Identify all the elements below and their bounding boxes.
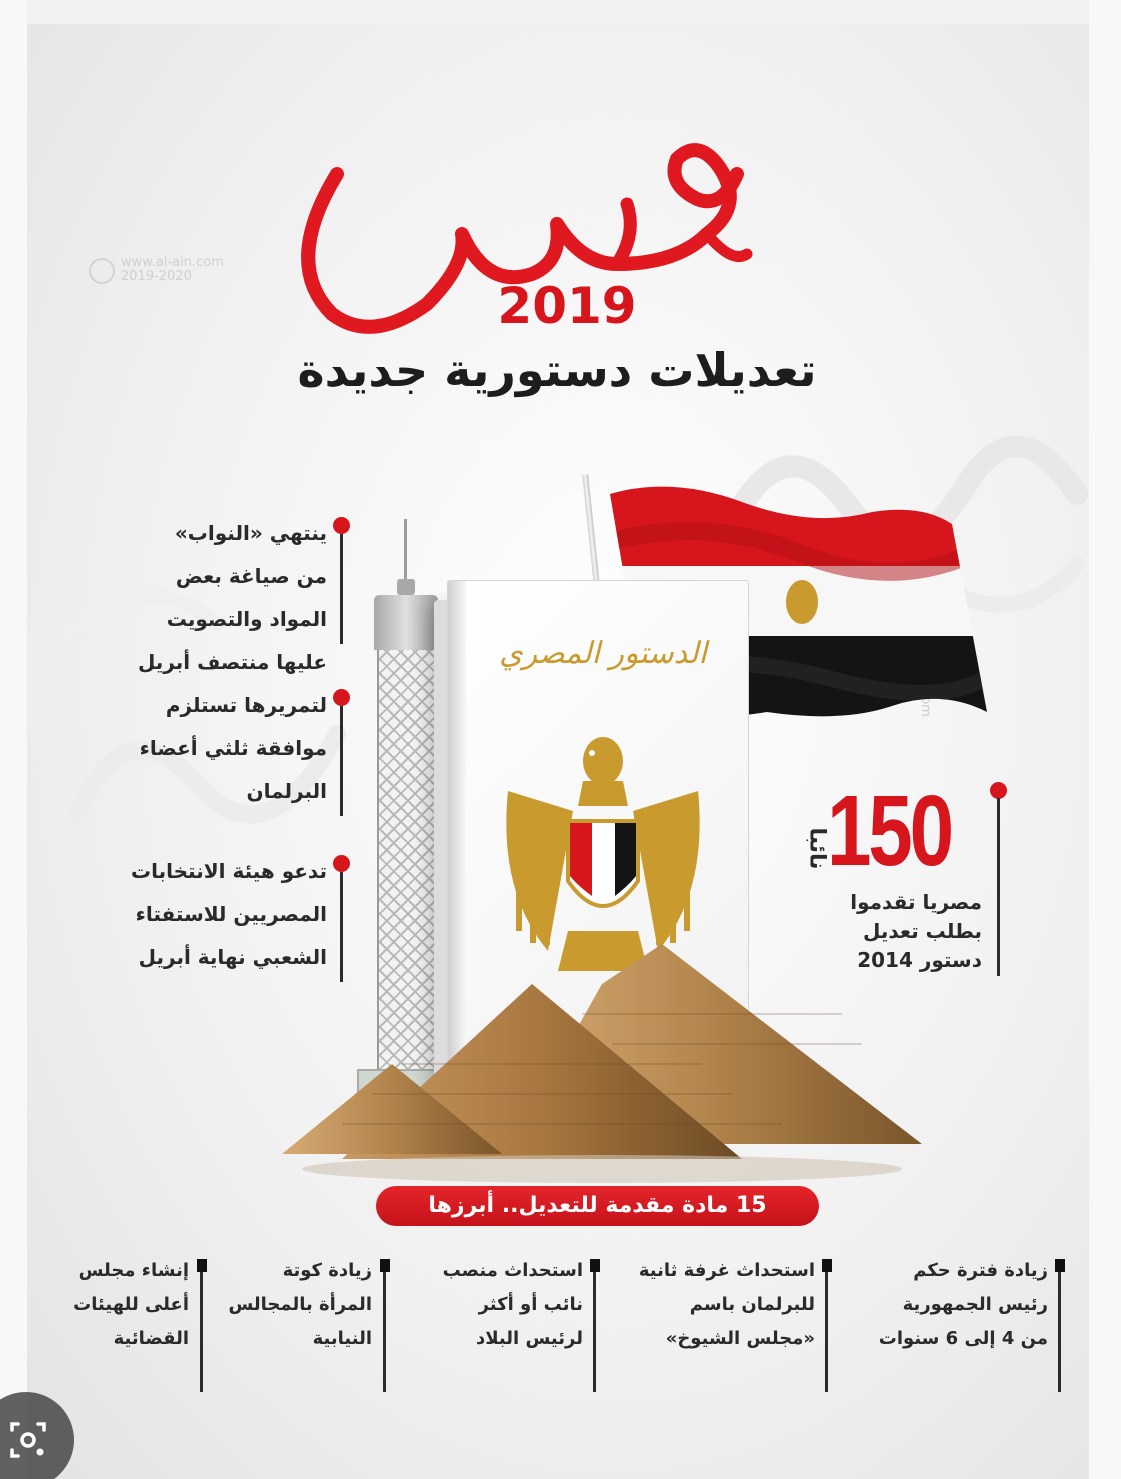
- tower-cap: [397, 579, 415, 595]
- watermark-years: 2019-2020: [121, 269, 192, 284]
- bullet-line: [200, 1272, 203, 1392]
- article-1-text: زيادة فترة حكم رئيس الجمهورية من 4 إلى 6 سنوات: [878, 1260, 1048, 1349]
- left-point-1-text: ينتهي «النواب» من صياغة بعض المواد والتصويت عليها منتصف أبريل: [137, 521, 327, 674]
- article-3-text: استحداث منصب نائب أو أكثر لرئيس البلاد: [442, 1260, 583, 1349]
- article-4: [212, 1254, 387, 1394]
- bullet-line: [340, 534, 343, 644]
- bullet-dot-icon: [333, 517, 350, 534]
- bullet-line: [1058, 1272, 1061, 1392]
- stat-block: [782, 776, 1017, 976]
- book-title: الدستور المصري: [499, 636, 707, 671]
- stat-unit: نائبا: [804, 827, 830, 870]
- bullet-dot-icon: [990, 782, 1007, 799]
- article-5-text: إنشاء مجلس أعلى للهيئات القضائية: [73, 1260, 189, 1349]
- left-margin: [0, 0, 27, 1479]
- infographic-poster: [27, 24, 1089, 1479]
- right-margin: [1089, 0, 1121, 1479]
- article-1: [852, 1254, 1062, 1394]
- article-4-text: زيادة كوتة المرأة بالمجالس النيابية: [228, 1260, 372, 1349]
- bullet-line: [383, 1272, 386, 1392]
- header-year: 2019: [497, 277, 637, 335]
- bullet-square-icon: [590, 1259, 600, 1272]
- bullet-line: [825, 1272, 828, 1392]
- bullet-dot-icon: [333, 855, 350, 872]
- article-3: [407, 1254, 597, 1394]
- articles-banner: 15 مادة مقدمة للتعديل.. أبرزها: [376, 1186, 819, 1226]
- article-2-text: استحداث غرفة ثانية للبرلمان باسم «مجلس الشيوخ»: [638, 1260, 815, 1349]
- header-title: تعديلات دستورية جديدة: [297, 343, 817, 397]
- stat-text: مصريا تقدموا بطلب تعديل دستور 2014: [850, 890, 982, 972]
- bullet-line: [340, 872, 343, 982]
- tower-antenna: [404, 519, 407, 579]
- article-2: [619, 1254, 829, 1394]
- camera-lens-icon: [8, 1420, 48, 1460]
- left-point-3-text: تدعو هيئة الانتخابات المصريين للاستفتاء الشعبي نهاية أبريل: [131, 859, 327, 969]
- stat-number: 150: [827, 775, 951, 887]
- bullet-dot-icon: [333, 689, 350, 706]
- copyright-icon: [89, 258, 115, 284]
- article-5: [39, 1254, 204, 1394]
- left-point-2-text: لتمريرها تستلزم موافقة ثلثي أعضاء البرلمان: [139, 693, 327, 803]
- flag-eagle-icon: [786, 580, 818, 624]
- pyramids-illustration: [282, 944, 922, 1184]
- bullet-square-icon: [822, 1259, 832, 1272]
- tower-top: [374, 595, 438, 650]
- bullet-line: [593, 1272, 596, 1392]
- bullet-line: [997, 798, 1000, 976]
- bullet-square-icon: [197, 1259, 207, 1272]
- bullet-square-icon: [1055, 1259, 1065, 1272]
- watermark-site: www.al-ain.com: [121, 255, 224, 270]
- bullet-line: [340, 706, 343, 816]
- bullet-square-icon: [380, 1259, 390, 1272]
